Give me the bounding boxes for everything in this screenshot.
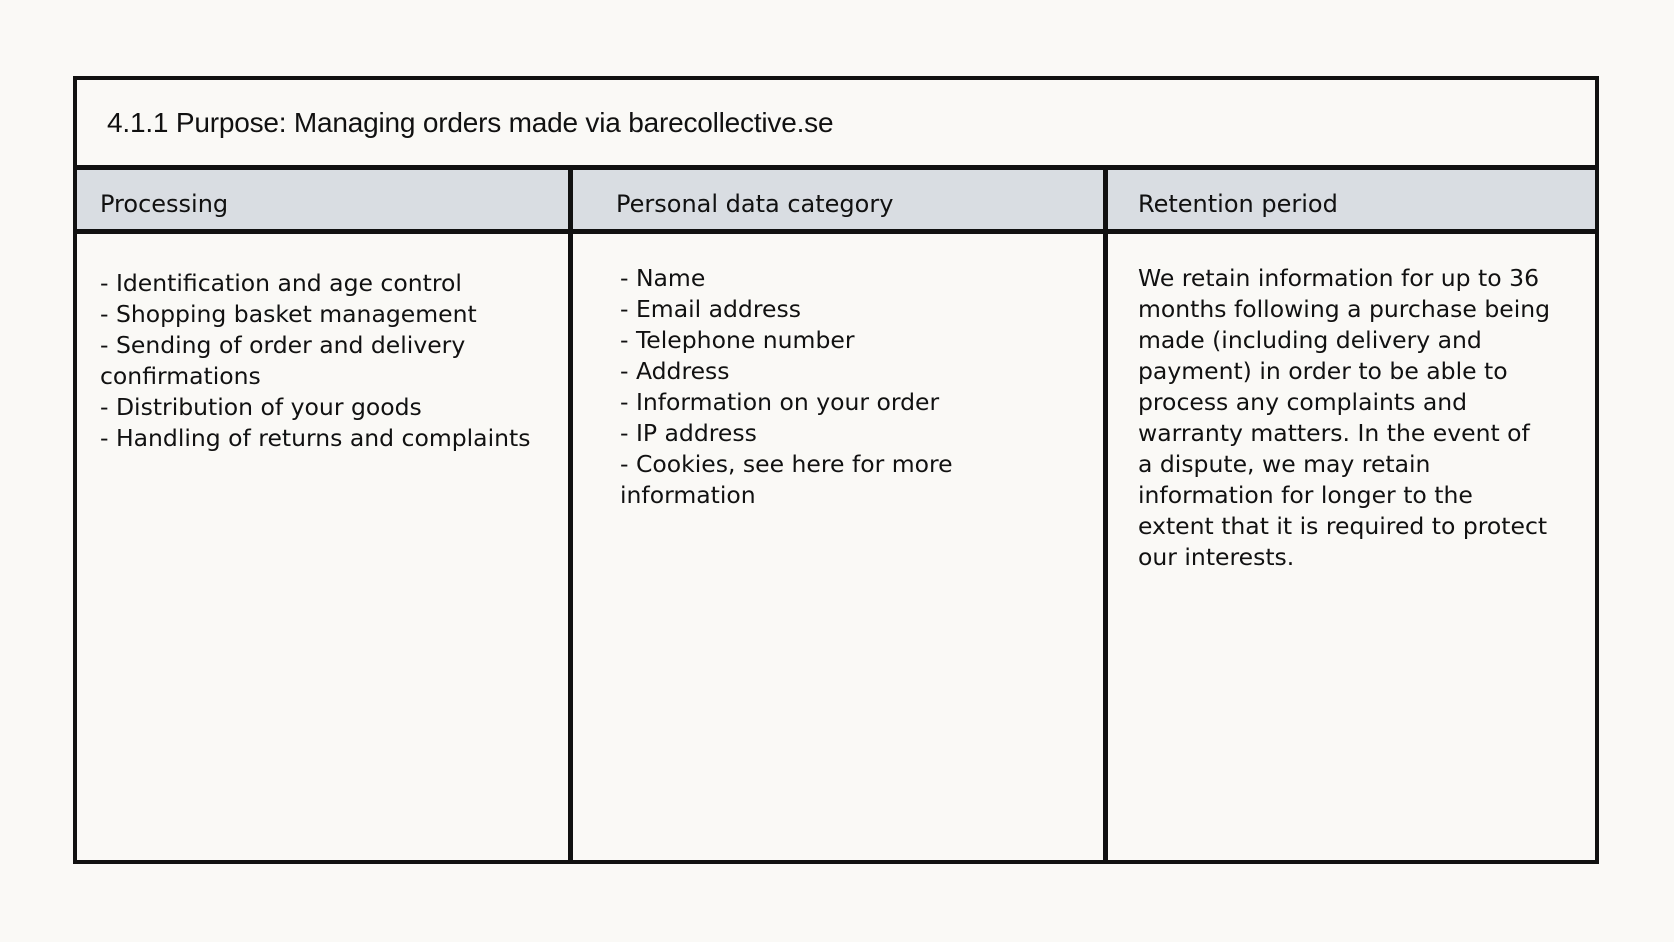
processing-item: - Identification and age control (100, 269, 462, 297)
header-processing: Processing (77, 170, 573, 229)
retention-text-line: months following a purchase being (1138, 295, 1551, 323)
table-title-row (77, 80, 1595, 170)
retention-text-line: information for longer to the (1138, 481, 1473, 509)
retention-text-line: our interests. (1138, 543, 1295, 571)
processing-item: - Sending of order and delivery (100, 331, 466, 359)
processing-item: confirmations (100, 362, 261, 390)
personal-data-item: - Telephone number (620, 326, 855, 354)
retention-text-line: payment) in order to be able to (1138, 357, 1508, 385)
retention-text-line: process any complaints and (1138, 388, 1468, 416)
processing-item: - Handling of returns and complaints (100, 424, 531, 452)
personal-data-item: - Email address (620, 295, 801, 323)
personal-data-item: - IP address (620, 419, 757, 447)
purpose-table (73, 76, 1599, 864)
header-personal-data-category: Personal data category (573, 170, 1108, 229)
table-header-row (77, 170, 1595, 234)
retention-text-line: warranty matters. In the event of (1138, 419, 1530, 447)
processing-item: - Distribution of your goods (100, 393, 422, 421)
retention-text-line: made (including delivery and (1138, 326, 1482, 354)
personal-data-item: - Address (620, 357, 730, 385)
personal-data-item: information (620, 481, 756, 509)
personal-data-item: - Information on your order (620, 388, 940, 416)
processing-cell (77, 234, 573, 860)
personal-data-item: - Name (620, 264, 706, 292)
processing-item: - Shopping basket management (100, 300, 477, 328)
table-title: 4.1.1 Purpose: Managing orders made via barecollective.se (107, 106, 834, 138)
header-retention-period: Retention period (1138, 190, 1338, 218)
personal-data-item: - Cookies, see here for more (620, 450, 953, 478)
retention-text-line: a dispute, we may retain (1138, 450, 1431, 478)
table-body-row (77, 234, 1595, 860)
personal-data-cell (573, 234, 1108, 860)
retention-text-line: We retain information for up to 36 (1138, 264, 1540, 292)
retention-cell (1108, 234, 1595, 860)
retention-text-line: extent that it is required to protect (1138, 512, 1548, 540)
